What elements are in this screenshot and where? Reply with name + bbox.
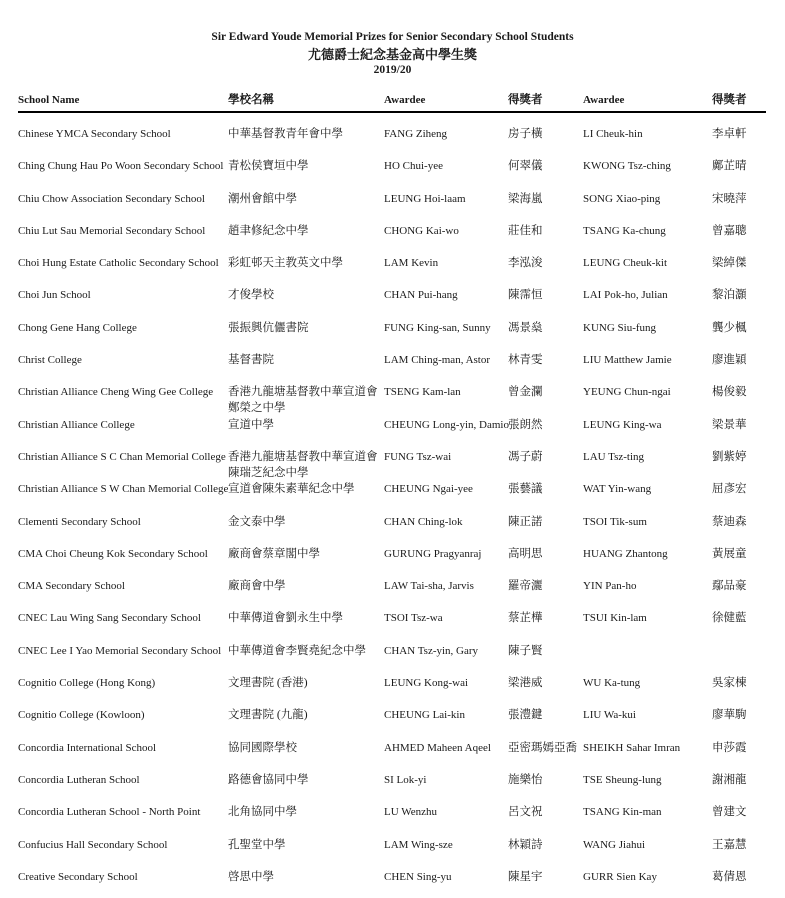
- table-row: [18, 772, 766, 804]
- awardee-2-en: LIU Wa-kui: [583, 709, 636, 722]
- table-row: [18, 707, 766, 739]
- awardee-1-zh: 羅帝灑: [508, 580, 543, 593]
- awardee-2-en: TSANG Ka-chung: [583, 224, 666, 237]
- awardee-2-zh: 李卓軒: [712, 128, 747, 140]
- table-row: [18, 352, 766, 384]
- awardee-2-zh: 廖華駒: [712, 709, 747, 722]
- awardee-1-en: FUNG King-san, Sunny: [384, 321, 491, 334]
- table-row: [18, 610, 766, 642]
- school-name-zh: 孔聖堂中學: [228, 838, 286, 851]
- awardee-2-en: SHEIKH Sahar Imran: [583, 741, 681, 754]
- school-name-zh: 青松侯寶垣中學: [228, 160, 309, 173]
- school-name-en: Choi Hung Estate Catholic Secondary School: [18, 257, 219, 270]
- school-name-en: Chong Gene Hang College: [18, 321, 137, 334]
- awardee-2-en: TSOI Tik-sum: [583, 515, 647, 528]
- table-row: [18, 481, 766, 513]
- awardee-2-en: YIN Pan-ho: [583, 580, 637, 593]
- school-name-zh: 香港九龍塘基督教中華宣道會陳瑞芝紀念中學: [228, 450, 378, 479]
- awardee-2-zh: 徐健藍: [712, 612, 747, 625]
- awardee-1-zh: 張朗然: [508, 418, 543, 431]
- table-row: [18, 287, 766, 319]
- awardee-1-en: SI Lok-yi: [384, 773, 427, 786]
- awardee-1-en: TSENG Kam-lan: [384, 386, 461, 399]
- school-name-en: Confucius Hall Secondary School: [18, 838, 168, 851]
- col-header-awardee-1-zh: 得獎者: [508, 94, 543, 106]
- table-row: [18, 449, 766, 481]
- school-name-en: Christian Alliance S W Chan Memorial College: [18, 483, 229, 496]
- col-header-school-name: School Name: [18, 94, 80, 106]
- awardee-1-en: LU Wenzhu: [384, 806, 437, 819]
- awardee-1-zh: 馮景燊: [508, 321, 543, 334]
- awardee-1-zh: 陳星宇: [508, 870, 543, 883]
- school-name-en: Concordia Lutheran School - North Point: [18, 806, 201, 819]
- awardee-2-en: LEUNG King-wa: [583, 418, 662, 431]
- awardee-1-zh: 林青雯: [508, 354, 543, 367]
- awardee-1-zh: 何翠儀: [508, 160, 543, 173]
- school-name-zh: 潮州會館中學: [228, 192, 297, 205]
- awardee-1-en: CHONG Kai-wo: [384, 224, 459, 237]
- awardee-1-zh: 陳子賢: [508, 644, 543, 657]
- awardee-1-zh: 莊佳和: [508, 224, 543, 237]
- awardee-2-zh: 蔡迪森: [712, 515, 747, 528]
- awardee-2-en: LIU Matthew Jamie: [583, 354, 672, 367]
- awardee-1-en: HO Chui-yee: [384, 160, 443, 173]
- awardee-1-en: LEUNG Hoi-laam: [384, 192, 466, 205]
- awardee-2-zh: 鄢品豪: [712, 580, 747, 593]
- awardee-2-en: HUANG Zhantong: [583, 547, 668, 560]
- awardee-2-zh: 宋曉萍: [712, 192, 747, 205]
- table-row: [18, 191, 766, 223]
- awardee-1-zh: 高明思: [508, 547, 543, 560]
- school-name-zh: 宣道會陳朱素華紀念中學: [228, 483, 355, 496]
- school-name-zh: 北角協同中學: [228, 806, 297, 819]
- table-row: [18, 158, 766, 190]
- awardee-2-zh: 吳家棟: [712, 677, 747, 690]
- awardee-1-en: LAM Wing-sze: [384, 838, 453, 851]
- awardee-2-en: WANG Jiahui: [583, 838, 646, 851]
- school-name-zh: 廠商會中學: [228, 580, 286, 593]
- school-name-zh: 張振興伉儷書院: [228, 321, 309, 334]
- school-name-zh: 金文泰中學: [228, 515, 286, 528]
- school-name-en: Chiu Chow Association Secondary School: [18, 192, 205, 205]
- table-row: [18, 546, 766, 578]
- school-name-zh: 啓思中學: [228, 870, 274, 883]
- table-row: [18, 804, 766, 836]
- table-row: [18, 223, 766, 255]
- awardee-2-zh: 楊俊毅: [712, 386, 747, 399]
- awardee-1-zh: 林穎詩: [508, 838, 543, 851]
- awardee-1-en: CHAN Ching-lok: [384, 515, 463, 528]
- awardee-2-zh: 劉紫婷: [712, 450, 747, 463]
- awardee-1-zh: 施樂怡: [508, 773, 543, 786]
- awardee-1-zh: 張澧鍵: [508, 709, 543, 722]
- table-row: [18, 869, 766, 898]
- school-name-en: Creative Secondary School: [18, 870, 138, 883]
- school-name-en: Choi Jun School: [18, 289, 91, 302]
- awardee-1-zh: 房子橫: [508, 128, 543, 140]
- school-name-zh: 宣道中學: [228, 418, 274, 431]
- awardee-1-en: LAM Kevin: [384, 257, 439, 270]
- table-row: [18, 320, 766, 352]
- school-name-en: CMA Choi Cheung Kok Secondary School: [18, 547, 208, 560]
- page-year: 2019/20: [373, 64, 412, 76]
- awardee-2-zh: 龔少楓: [712, 321, 747, 334]
- awardee-1-en: CHEUNG Lai-kin: [384, 709, 465, 722]
- school-name-zh: 文理書院 (九龍): [228, 709, 308, 722]
- awardee-2-en: GURR Sien Kay: [583, 870, 657, 883]
- table-row: [18, 255, 766, 287]
- table-row: [18, 837, 766, 869]
- awardee-2-zh: 黎泊灝: [712, 289, 747, 302]
- table-row: [18, 514, 766, 546]
- awardee-1-zh: 呂文祝: [508, 806, 543, 819]
- school-name-en: Concordia Lutheran School: [18, 773, 140, 786]
- school-name-en: Clementi Secondary School: [18, 515, 141, 528]
- awardee-1-zh: 亞密瑪嫣亞喬: [508, 741, 577, 754]
- awardee-1-en: CHEUNG Ngai-yee: [384, 483, 473, 496]
- awardee-1-en: TSOI Tsz-wa: [384, 612, 443, 625]
- school-name-zh: 廠商會蔡章閣中學: [228, 547, 320, 560]
- awards-table: [18, 93, 766, 898]
- awardee-1-en: CHEN Sing-yu: [384, 870, 452, 883]
- awardee-1-zh: 梁海嵐: [508, 192, 543, 205]
- awardee-1-en: LAW Tai-sha, Jarvis: [384, 580, 474, 593]
- school-name-zh: 趙聿修紀念中學: [228, 224, 309, 237]
- table-row: [18, 384, 766, 416]
- awardee-1-zh: 張藝議: [508, 483, 543, 496]
- awardee-1-zh: 陳正諾: [508, 515, 543, 528]
- school-name-en: Christ College: [18, 354, 82, 367]
- awardee-2-zh: 鄺芷晴: [712, 160, 747, 173]
- school-name-zh: 基督書院: [228, 354, 274, 367]
- awardee-1-zh: 陳霈恒: [508, 289, 543, 302]
- awardee-2-en: KWONG Tsz-ching: [583, 160, 671, 173]
- table-row: [18, 126, 766, 158]
- school-name-en: Christian Alliance Cheng Wing Gee College: [18, 386, 214, 399]
- awardee-2-en: LAU Tsz-ting: [583, 450, 645, 463]
- awardee-1-en: AHMED Maheen Aqeel: [384, 741, 491, 754]
- awardee-2-zh: 曾建文: [712, 806, 747, 819]
- school-name-zh: 彩虹邨天主教英文中學: [228, 257, 343, 270]
- col-header-school-name-zh: 學校名稱: [228, 94, 274, 106]
- school-name-zh: 路德會協同中學: [228, 773, 309, 786]
- awardee-1-en: CHAN Tsz-yin, Gary: [384, 644, 479, 657]
- awardee-1-zh: 梁港威: [508, 677, 543, 690]
- awardee-2-zh: 梁景華: [712, 418, 747, 431]
- awardee-2-en: WU Ka-tung: [583, 677, 641, 690]
- awardee-1-zh: 馮子蔚: [508, 450, 543, 463]
- school-name-en: Christian Alliance S C Chan Memorial College: [18, 450, 226, 463]
- awardee-2-en: LAI Pok-ho, Julian: [583, 289, 668, 302]
- school-name-en: Chinese YMCA Secondary School: [18, 128, 171, 140]
- school-name-en: CMA Secondary School: [18, 580, 125, 593]
- awardee-2-en: WAT Yin-wang: [583, 483, 652, 496]
- awardee-2-zh: 廖進穎: [712, 354, 747, 367]
- school-name-zh: 中華傳道會劉永生中學: [228, 612, 343, 625]
- awardee-2-zh: 梁綽傑: [712, 257, 747, 270]
- table-row: [18, 578, 766, 610]
- awardee-2-zh: 申莎霞: [712, 741, 747, 754]
- awardee-2-en: SONG Xiao-ping: [583, 192, 661, 205]
- page-title: Sir Edward Youde Memorial Prizes for Senior Secondary School Students: [211, 31, 574, 43]
- school-name-en: Concordia International School: [18, 741, 157, 754]
- school-name-en: Cognitio College (Kowloon): [18, 709, 145, 722]
- school-name-en: CNEC Lee I Yao Memorial Secondary School: [18, 644, 222, 657]
- school-name-zh: 中華傳道會李賢堯紀念中學: [228, 644, 366, 657]
- school-name-en: Chiu Lut Sau Memorial Secondary School: [18, 224, 206, 237]
- school-name-zh: 香港九龍塘基督教中華宣道會鄭榮之中學: [228, 386, 378, 415]
- awardee-1-zh: 蔡芷樺: [508, 612, 543, 625]
- school-name-en: CNEC Lau Wing Sang Secondary School: [18, 612, 201, 625]
- awardee-2-en: KUNG Siu-fung: [583, 321, 657, 334]
- school-name-zh: 文理書院 (香港): [228, 677, 308, 690]
- awardee-2-zh: 葛倩恩: [712, 870, 747, 883]
- awardee-2-zh: 謝湘龍: [712, 773, 747, 786]
- awardee-2-zh: 曾嘉聰: [712, 224, 747, 237]
- awardee-2-en: LI Cheuk-hin: [583, 128, 643, 140]
- table-row: [18, 740, 766, 772]
- awardee-1-en: FANG Ziheng: [384, 128, 448, 140]
- col-header-awardee-2: Awardee: [583, 94, 625, 106]
- title-block: [0, 31, 785, 77]
- col-header-awardee-1: Awardee: [384, 94, 426, 106]
- awardee-1-zh: 曾金瀾: [508, 386, 543, 399]
- awardee-1-en: GURUNG Pragyanraj: [384, 547, 482, 560]
- school-name-zh: 才俊學校: [228, 289, 274, 302]
- col-header-awardee-2-zh: 得獎者: [712, 94, 747, 106]
- page-title-chinese: 尤德爵士紀念基金高中學生獎: [307, 47, 477, 62]
- awardee-2-en: TSUI Kin-lam: [583, 612, 647, 625]
- awardee-2-en: TSE Sheung-lung: [583, 773, 662, 786]
- table-row: [18, 417, 766, 449]
- table-row: [18, 675, 766, 707]
- table-row: [18, 643, 766, 675]
- awardee-2-en: LEUNG Cheuk-kit: [583, 257, 668, 270]
- awardee-1-en: CHEUNG Long-yin, Damio: [384, 418, 509, 431]
- awardee-1-en: LAM Ching-man, Astor: [384, 354, 491, 367]
- awardee-2-en: YEUNG Chun-ngai: [583, 386, 671, 399]
- awardee-2-en: TSANG Kin-man: [583, 806, 662, 819]
- school-name-en: Christian Alliance College: [18, 418, 135, 431]
- awardee-2-zh: 黃展童: [712, 547, 747, 560]
- school-name-en: Cognitio College (Hong Kong): [18, 677, 156, 690]
- awardee-1-en: LEUNG Kong-wai: [384, 677, 469, 690]
- awardee-1-en: CHAN Pui-hang: [384, 289, 458, 302]
- awardee-1-en: FUNG Tsz-wai: [384, 450, 452, 463]
- awardee-2-zh: 王嘉慧: [712, 838, 747, 851]
- awardee-1-zh: 李泓浚: [508, 257, 543, 270]
- school-name-en: Ching Chung Hau Po Woon Secondary School: [18, 160, 224, 173]
- table-body: [18, 126, 766, 898]
- school-name-zh: 中華基督教青年會中學: [228, 128, 343, 140]
- table-header-row: [18, 93, 766, 113]
- school-name-zh: 協同國際學校: [228, 741, 297, 754]
- awardee-2-zh: 屈彥宏: [712, 483, 747, 496]
